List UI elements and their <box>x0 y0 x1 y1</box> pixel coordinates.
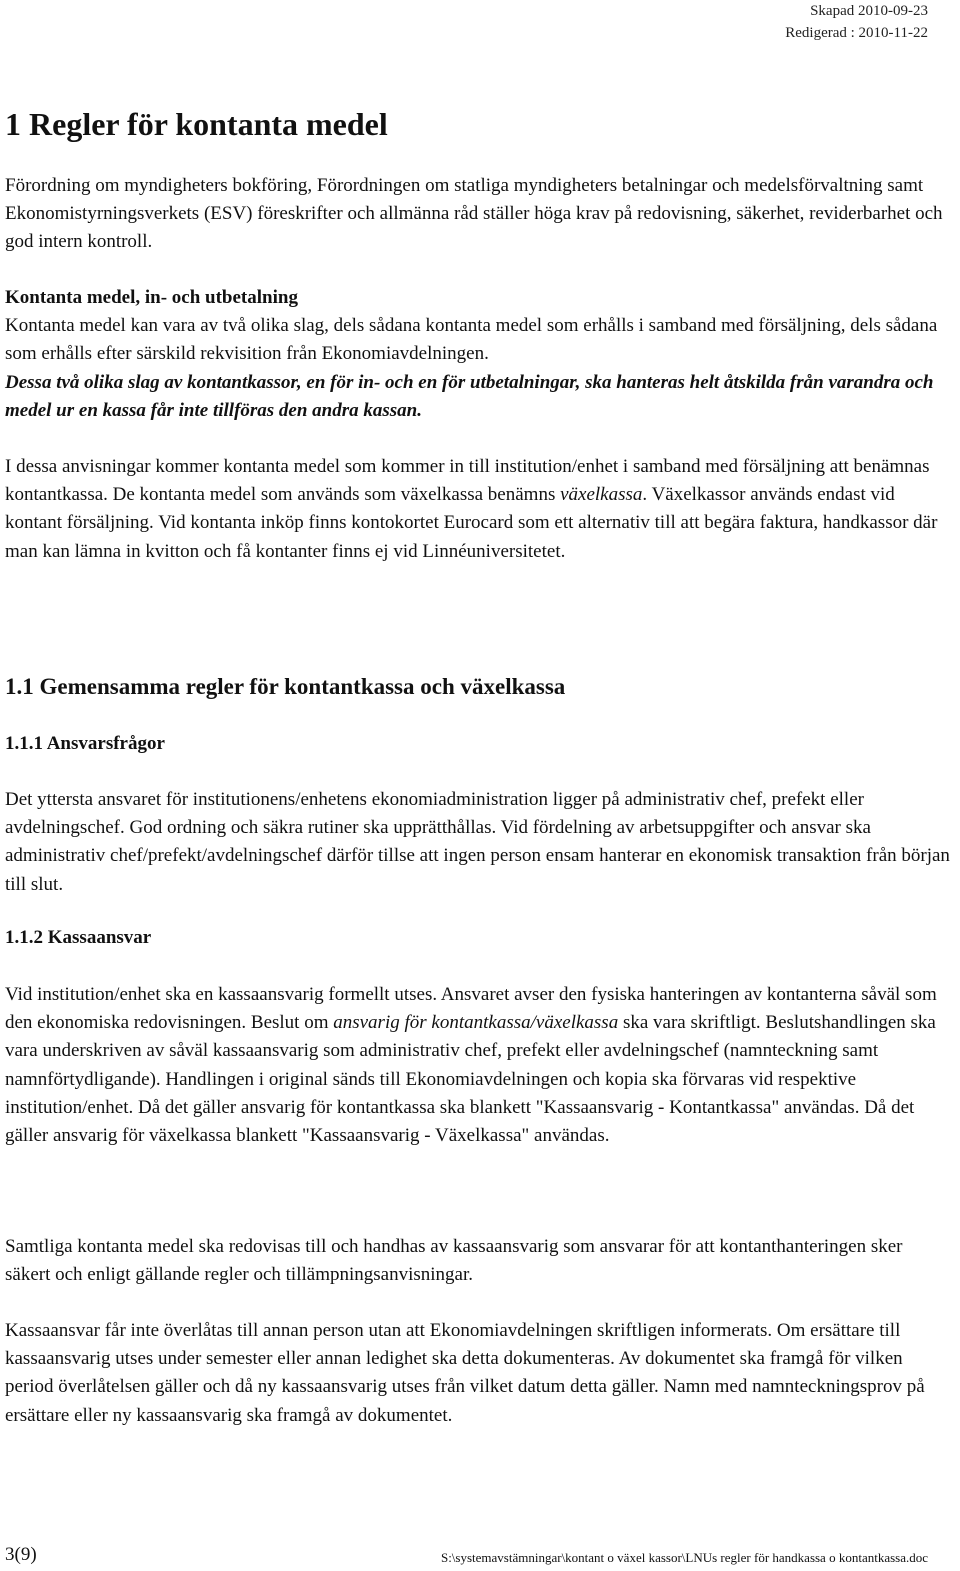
section-1-1-2-heading: 1.1.2 Kassaansvar <box>5 927 152 948</box>
cash-section <box>5 284 950 425</box>
intro-paragraph: Förordning om myndigheters bokföring, Förordningen om statliga myndigheters betalningar och medelsförvaltning samt Ekonomistyrningsverkets (ESV) föreskrifter och allmänna råd ställer höga krav på redovisning, säkerhet, reviderbarhet och god intern kontroll. <box>5 175 943 253</box>
cash-section-body: Kontanta medel kan vara av två olika slag, dels sådana kontanta medel som erhålls i samband med försäljning, dels sådana som erhålls efter särskild rekvisition från Ekonomiavdelningen. <box>5 315 938 365</box>
definitions-text-2: . Växelkassor används endast vid kontant försäljning. Vid kontanta inköp finns kontokortet Eurocard som ett alternativ till att begära faktura, handkassor där man kan lämna in kvitton och få kontanter finns ej vid Linnéuniversitetet. <box>5 484 938 562</box>
section-1-1-1-heading: 1.1.1 Ansvarsfrågor <box>5 733 165 754</box>
page-number: 3(9) <box>5 1544 37 1565</box>
cash-resp-text-1: Vid institution/enhet ska en kassaansvarig formellt utses. Ansvaret avser den fysiska hanteringen av kontanterna såväl som den ekonomiska redovisningen. Beslut om <box>5 984 937 1034</box>
created-date: Skapad 2010-09-23 <box>810 3 928 19</box>
cash-section-emphasis: Dessa två olika slag av kontantkassor, en för in- och en för utbetalningar, ska hanteras helt åtskilda från varandra och medel ur en kassa får inte tillföras den andra kassan. <box>5 371 934 421</box>
cash-resp-text-2: ska vara skriftligt. Beslutshandlingen ska vara underskriven av såväl kassaansvarig som administrativ chef, prefekt eller avdelningschef (namnteckning samt namnförtydligande). Handlingen i original sänds till Ekonomiavdelningen och kopia ska förvaras vid respektive institution/enhet. Då det gäller ansvarig för kontantkassa ska blankett "Kassaansvarig - Kontantkassa" användas. Då det gäller ansvarig för växelkassa blankett "Kassaansvarig - Växelkassa" användas. <box>5 1012 936 1147</box>
page-title: 1 Regler för kontanta medel <box>5 106 388 142</box>
cash-responsibility-paragraph <box>5 981 950 1150</box>
section-1-1-heading: 1.1 Gemensamma regler för kontantkassa och växelkassa <box>5 674 566 699</box>
definitions-paragraph <box>5 453 950 566</box>
edited-date: Redigerad : 2010-11-22 <box>785 25 928 41</box>
cash-section-heading: Kontanta medel, in- och utbetalning <box>5 287 298 308</box>
file-path: S:\systemavstämningar\kontant o växel kassor\LNUs regler för handkassa o kontantkassa.doc <box>440 1550 928 1565</box>
delegation-paragraph: Kassaansvar får inte överlåtas till annan person utan att Ekonomiavdelningen skriftligen informerats. Om ersättare till kassaansvarig utses under semester eller annan ledighet ska detta dokumenteras. Av dokumentet ska framgå för vilken period överlåtelsen gäller och då ny kassaansvarig utses från vilket datum detta gäller. Namn med namnteckningsprov på ersättare eller ny kassaansvarig ska framgå av dokumentet. <box>5 1320 925 1426</box>
responsibility-paragraph: Det yttersta ansvaret för institutionens/enhetens ekonomiadministration ligger på administrativ chef, prefekt eller avdelningschef. God ordning och säkra rutiner ska upprätthållas. Vid fördelning av arbetsuppgifter och ansvar ska administrativ chef/prefekt/avdelningschef därför tillse att ingen person ensam hanterar en ekonomisk transaktion från början till slut. <box>5 789 950 895</box>
definitions-italic-term: växelkassa <box>560 484 643 506</box>
cash-handling-paragraph: Samtliga kontanta medel ska redovisas till och handhas av kassaansvarig som ansvarar för att kontanthanteringen sker säkert och enligt gällande regler och tillämpningsanvisningar. <box>5 1236 903 1286</box>
cash-resp-italic-term: ansvarig för kontantkassa/växelkassa <box>333 1012 619 1034</box>
definitions-text-1: I dessa anvisningar kommer kontanta medel som kommer in till institution/enhet i samband med försäljning att benämnas kontantkassa. De kontanta medel som används som växelkassa benämns <box>5 456 930 506</box>
